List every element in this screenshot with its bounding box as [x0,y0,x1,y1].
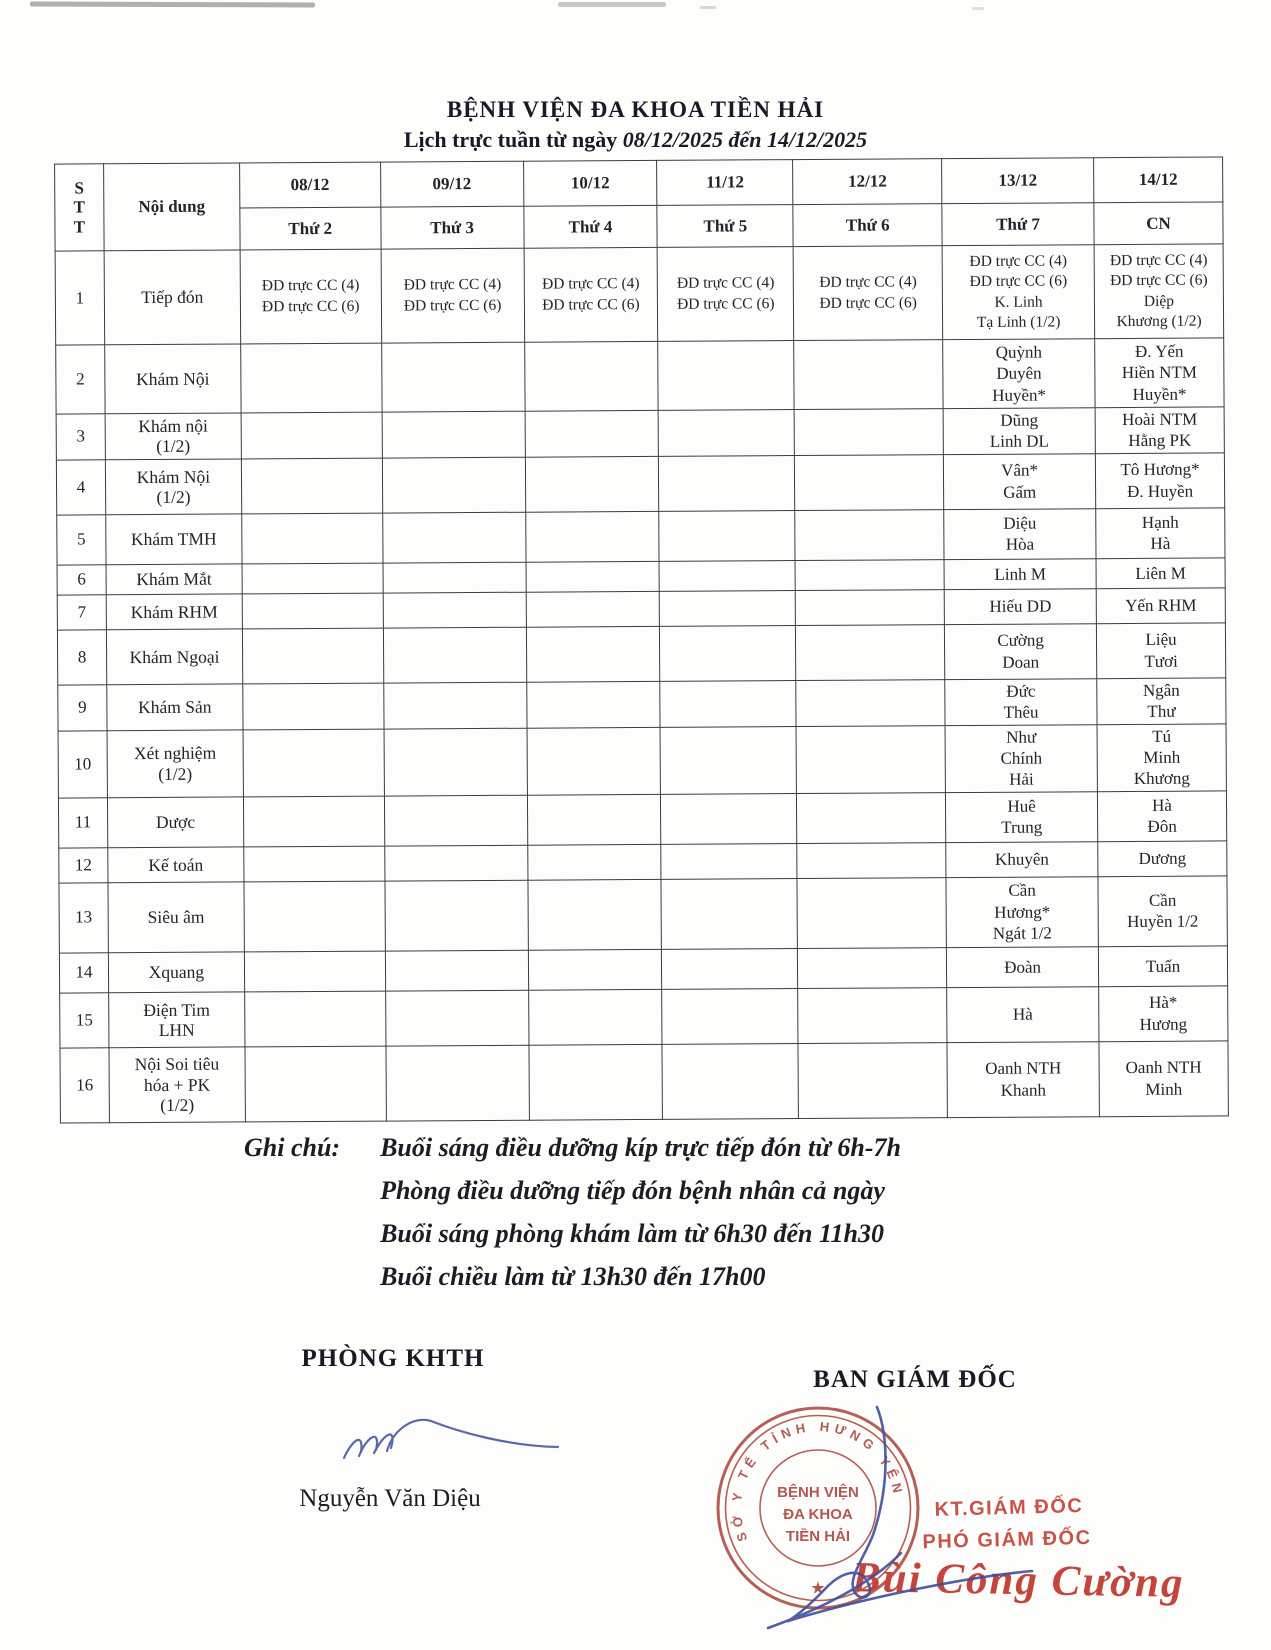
duty-cell [382,512,525,563]
duty-cell [798,987,947,1043]
duty-cell [662,948,798,989]
duty-cell [385,990,528,1046]
duty-cell [658,341,794,411]
duty-cell [796,679,945,726]
scan-artifact [700,6,716,9]
notes-label: Ghi chú: [244,1133,341,1162]
date-header: 13/12 [942,158,1094,204]
deputy-line2: PHÓ GIÁM ĐỐC [922,1526,1092,1554]
duty-cell [241,412,382,459]
duty-cell [659,410,795,457]
table-row [59,876,1227,953]
duty-cell: Oanh NTH Khanh [947,1042,1099,1118]
duty-cell [797,877,946,948]
duty-cell [662,1043,798,1119]
board-signature-title: BAN GIÁM ĐỐC [813,1366,1017,1393]
weekday-header: CN [1094,202,1223,245]
duty-cell [382,411,525,458]
duty-cell [526,561,660,592]
duty-schedule-table [54,156,1229,1123]
row-number: 10 [58,730,107,798]
department-cell: Khám TMH [106,514,242,565]
table-row [57,623,1225,685]
row-number: 3 [56,414,105,460]
department-cell: Xét nghiệm (1/2) [107,730,243,798]
duty-cell [525,410,659,457]
duty-cell [242,628,383,684]
duty-cell [529,1044,663,1120]
duty-cell [242,513,383,564]
department-cell: Siêu âm [108,882,244,953]
duty-cell: Quỳnh Duyên Huyền* [943,339,1095,409]
note-line: Buổi sáng điều dưỡng kíp trực tiếp đón từ 6h-7h [380,1133,901,1162]
duty-cell: ĐD trực CC (4) ĐD trực CC (6) [524,247,658,342]
row-number: 15 [60,993,109,1048]
duty-cell [525,456,659,512]
duty-cell: Hoài NTM Hằng PK [1095,407,1224,454]
stamp-line2: ĐA KHOA [783,1506,853,1523]
stamp-star-icon: ★ [811,1580,825,1597]
weekday-header: Thứ 5 [657,205,793,248]
duty-cell: Dũng Linh DL [943,408,1095,455]
table-row [57,508,1225,565]
duty-cell: Đức Thêu [945,679,1097,726]
duty-cell [797,842,946,878]
department-cell: Khám RHM [106,594,242,630]
duty-cell [386,1045,529,1121]
duty-cell: Tuấn [1098,946,1227,987]
table-row [56,453,1224,515]
handwritten-signature-left [330,1405,590,1475]
duty-cell: Yến RHM [1096,588,1225,624]
duty-cell: Oanh NTH Minh [1099,1041,1228,1117]
duty-cell [384,728,527,796]
table-row [58,791,1226,848]
duty-cell: Cần Huyền 1/2 [1098,876,1227,947]
row-number: 6 [57,565,106,595]
handwritten-signature-right [700,1380,1100,1650]
duty-cell: Liệu Tươi [1096,623,1225,679]
department-cell: Xquang [108,952,244,993]
department-cell: Khám nội (1/2) [105,413,241,460]
scan-artifact [558,2,666,7]
duty-cell: Huê Trung [946,792,1098,843]
department-cell: Nội Soi tiêu hóa + PK (1/2) [109,1047,245,1123]
hospital-name: BỆNH VIỆN ĐA KHOA TIỀN HẢI [446,97,825,122]
duty-cell: Dương [1098,841,1227,877]
duty-cell: Hà Đôn [1097,791,1226,842]
row-number: 1 [55,251,105,345]
dept-signature-title: PHÒNG KHTH [301,1345,485,1372]
duty-cell [659,510,795,561]
stamp-line1: BỆNH VIỆN [777,1484,859,1501]
duty-cell: Như Chính Hải [945,724,1097,792]
schedule-title [0,127,1271,153]
duty-cell [660,625,796,681]
duty-cell [797,792,946,843]
duty-cell: Cần Hương* Ngát 1/2 [946,877,1098,948]
weekday-header: Thứ 3 [381,206,524,249]
duty-cell [527,794,661,845]
table-row [60,1041,1228,1123]
duty-cell: Hà* Hương [1099,986,1228,1042]
duty-cell [661,843,797,879]
duty-cell [795,559,944,590]
weekday-header: Thứ 4 [523,205,657,248]
note-line: Buổi sáng phòng khám làm từ 6h30 đến 11h30 [380,1219,885,1248]
duty-cell [527,727,661,795]
duty-cell [795,509,944,560]
duty-cell [798,1042,947,1118]
duty-cell [243,683,384,730]
note-line: Buổi chiều làm từ 13h30 đến 17h00 [380,1262,766,1291]
duty-cell [244,846,385,882]
row-number: 5 [57,515,106,565]
duty-cell [242,593,383,629]
duty-cell [660,590,796,626]
duty-cell [662,988,798,1044]
deputy-line1: KT.GIÁM ĐỐC [934,1494,1084,1521]
duty-cell [243,796,384,847]
duty-cell: Hiếu DD [944,589,1096,625]
date-header: 11/12 [657,160,793,206]
row-number: 7 [57,595,106,630]
table-header-row-dates [55,157,1223,209]
duty-cell: ĐD trực CC (4) ĐD trực CC (6) [381,248,524,343]
row-number: 12 [59,848,108,883]
duty-cell [526,626,660,682]
duty-cell [384,795,527,846]
table-row [59,946,1227,993]
duty-cell [385,950,528,991]
stamp-ring-text: SỞ Y TẾ TỈNH HƯNG YÊN [728,1418,907,1544]
department-cell: Khám Ngoại [106,629,242,685]
duty-cell [526,591,660,627]
duty-cell [796,624,945,680]
dept-signer-name: Nguyễn Văn Diệu [299,1485,481,1512]
duty-cell [659,560,795,591]
row-number: 14 [59,953,108,993]
duty-cell [241,458,382,514]
duty-cell [245,1046,386,1122]
duty-cell [526,681,660,728]
duty-cell: Tô Hương* Đ. Huyền [1095,453,1224,509]
duty-cell: Vân* Gấm [944,454,1096,510]
duty-cell [660,680,796,727]
row-number: 2 [56,345,105,414]
duty-cell [525,511,659,562]
duty-cell [524,341,658,411]
duty-cell [244,991,385,1047]
department-cell: Điện Tim LHN [109,992,245,1048]
duty-cell: Diệu Hòa [944,509,1096,560]
duty-cell [659,455,795,511]
weekday-header: Thứ 6 [793,204,942,247]
duty-cell [794,409,943,456]
duty-cell [661,878,797,949]
date-header: 08/12 [239,162,380,208]
scan-artifact [972,7,984,10]
duty-cell [661,793,797,844]
department-cell: Dược [107,797,243,848]
date-header: 14/12 [1094,157,1223,203]
row-number: 4 [56,460,105,515]
duty-cell: ĐD trực CC (4) ĐD trực CC (6) Diệp Khương (1/2) [1094,244,1224,339]
department-cell: Khám Mắt [106,564,242,595]
schedule-title-prefix: Lịch trực tuần từ ngày [403,127,618,152]
duty-cell: Đoàn [947,947,1099,988]
duty-cell [383,682,526,729]
scan-artifact [30,2,315,8]
duty-cell: ĐD trực CC (4) ĐD trực CC (6) K. Linh Tạ Linh (1/2) [942,245,1094,340]
duty-cell [385,880,528,951]
department-cell: Khám Sản [107,684,243,731]
department-cell: Khám Nội (1/2) [105,459,241,515]
schedule-date-range: 08/12/2025 đến 14/12/2025 [622,127,868,152]
notes-block [244,1126,901,1298]
department-cell: Kế toán [108,847,244,883]
weekday-header: Thứ 7 [942,203,1094,246]
duty-cell: Liên M [1096,558,1225,589]
duty-cell [381,342,524,412]
stt-header: S T T [55,164,104,251]
duty-cell: Ngân Thư [1097,678,1226,725]
duty-cell [798,947,947,988]
duty-cell: Hà [947,987,1099,1043]
duty-cell: Khuyên [946,842,1098,878]
duty-cell [528,879,662,950]
duty-cell [383,627,526,683]
table-row [55,244,1224,345]
duty-cell [527,844,661,880]
table-row [56,338,1224,414]
duty-cell [243,729,384,797]
table-row [60,986,1228,1048]
duty-cell [528,949,662,990]
date-header: 10/12 [523,160,657,206]
row-number: 8 [57,630,106,685]
duty-cell: Tú Minh Khương [1097,724,1226,792]
table-row [56,407,1224,460]
duty-cell [382,457,525,513]
table-row [58,678,1226,731]
department-cell: Tiếp đón [104,250,240,345]
duty-cell [528,989,662,1045]
table-row [58,724,1226,798]
duty-cell [383,592,526,628]
duty-cell: ĐD trực CC (4) ĐD trực CC (6) [658,247,794,342]
board-signer-name: Bùi Công Cường [851,1554,1185,1607]
duty-cell [242,563,383,594]
duty-cell: ĐD trực CC (4) ĐD trực CC (6) [793,246,942,341]
duty-cell [244,951,385,992]
weekday-header: Thứ 2 [240,207,381,250]
duty-cell [795,454,944,510]
row-number: 11 [58,798,107,848]
duty-cell [241,343,382,413]
duty-cell [794,340,943,410]
duty-cell [384,845,527,881]
duty-cell: Đ. Yến Hiền NTM Huyền* [1095,338,1224,408]
duty-cell: Linh M [944,559,1096,590]
duty-cell [796,589,945,625]
date-header: 12/12 [793,159,942,205]
department-cell: Khám Nội [105,344,241,414]
duty-cell: ĐD trực CC (4) ĐD trực CC (6) [240,249,381,344]
content-header: Nội dung [104,163,240,251]
duty-cell [660,726,796,794]
duty-cell [244,881,385,952]
row-number: 13 [59,883,108,953]
duty-cell [796,725,945,793]
note-line: Phòng điều dưỡng tiếp đón bệnh nhân cả ngày [380,1176,885,1205]
duty-cell: Cường Doan [945,624,1097,680]
date-header: 09/12 [380,161,523,207]
row-number: 9 [58,685,107,731]
row-number: 16 [60,1048,109,1123]
duty-cell: Hạnh Hà [1096,508,1225,559]
stamp-line3: TIỀN HẢI [785,1528,851,1545]
duty-cell [383,562,526,593]
